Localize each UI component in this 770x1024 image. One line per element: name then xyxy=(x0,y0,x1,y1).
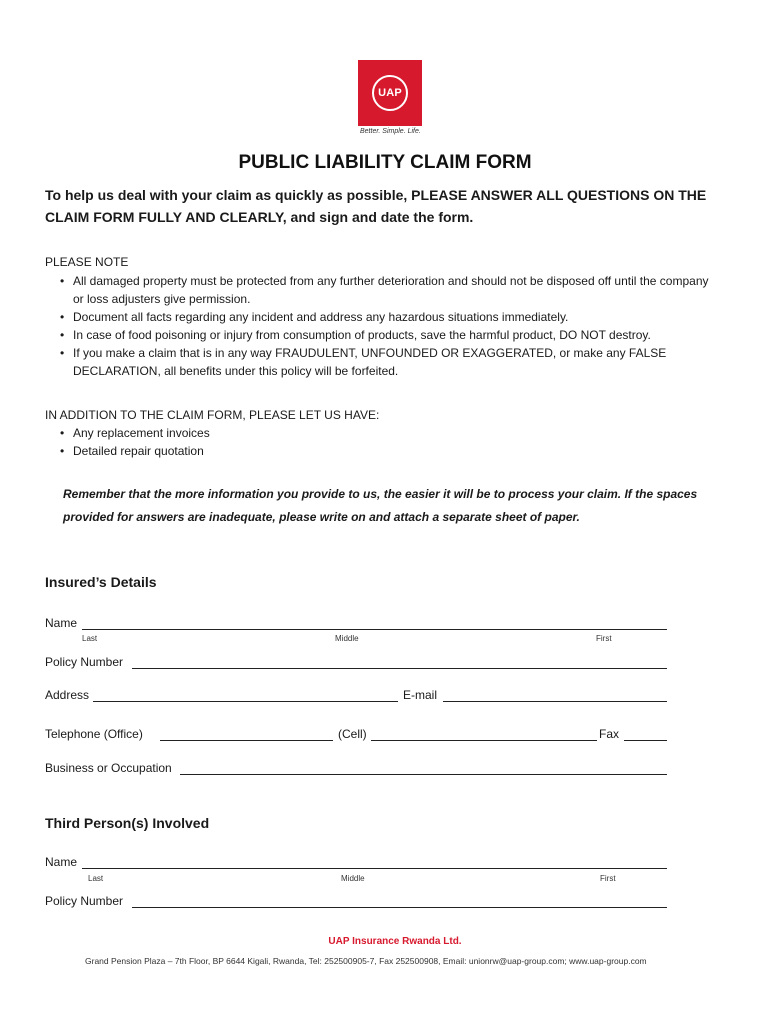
addition-heading: IN ADDITION TO THE CLAIM FORM, PLEASE LET US HAVE: xyxy=(45,408,380,422)
intro-text: To help us deal with your claim as quickly as possible, PLEASE ANSWER ALL QUESTIONS ON THE CLAIM FORM FULLY AND CLEARLY, and sign and date the form. xyxy=(45,187,707,225)
insured-address-label: Address xyxy=(45,688,90,702)
insured-first-label: First xyxy=(596,634,612,643)
insured-fax-label: Fax xyxy=(599,727,620,741)
insured-heading: Insured’s Details xyxy=(45,574,157,590)
third-middle-label: Middle xyxy=(341,874,365,883)
logo-text: UAP xyxy=(372,75,408,111)
logo-tagline: Better. Simple. Life. xyxy=(360,128,421,135)
third-person-heading: Third Person(s) Involved xyxy=(45,815,210,831)
form-title: PUBLIC LIABILITY CLAIM FORM xyxy=(238,152,532,173)
addition-list xyxy=(60,424,720,460)
insured-address-field[interactable] xyxy=(93,701,398,702)
remember-note: Remember that the more information you provide to us, the easier it will be to process your claim. If the spaces provided for answers are inadequate, please write on and attach a separate sheet of paper. xyxy=(63,487,698,524)
list-item: • All damaged property must be protected from any further deterioration and should not be disposed off until the company or loss adjusters give permission. xyxy=(60,272,720,308)
insured-tel-label: Telephone (Office) xyxy=(45,727,143,741)
third-policy-label: Policy Number xyxy=(45,894,124,908)
third-name-field[interactable] xyxy=(82,868,667,869)
insured-last-label: Last xyxy=(82,634,98,643)
list-item: • If you make a claim that is in any way FRAUDULENT, UNFOUNDED OR EXAGGERATED, or make any FALSE DECLARATION, all benefits under this policy will be forfeited. xyxy=(60,344,720,380)
list-item: • Detailed repair quotation xyxy=(60,442,720,460)
please-note-heading: PLEASE NOTE xyxy=(45,255,129,269)
list-item: • In case of food poisoning or injury from consumption of products, save the harmful product, DO NOT destroy. xyxy=(60,326,720,344)
insured-policy-label: Policy Number xyxy=(45,655,124,669)
insured-tel-field[interactable] xyxy=(160,740,333,741)
uap-logo xyxy=(358,60,422,135)
insured-cell-field[interactable] xyxy=(371,740,597,741)
third-name-label: Name xyxy=(45,855,78,869)
insured-middle-label: Middle xyxy=(335,634,359,643)
footer-address: Grand Pension Plaza – 7th Floor, BP 6644 Kigali, Rwanda, Tel: 252500905-7, Fax 252500908, Email: unionrw@uap-group.com; www.uap-group.com xyxy=(85,956,647,966)
third-last-label: Last xyxy=(88,874,104,883)
insured-business-label: Business or Occupation xyxy=(45,761,172,775)
logo-box xyxy=(358,60,422,126)
third-policy-field[interactable] xyxy=(132,907,667,908)
insured-name-label: Name xyxy=(45,616,78,630)
please-note-list xyxy=(60,272,720,380)
insured-email-field[interactable] xyxy=(443,701,667,702)
footer-company: UAP Insurance Rwanda Ltd. xyxy=(328,936,462,947)
insured-policy-field[interactable] xyxy=(132,668,667,669)
insured-email-label: E-mail xyxy=(403,688,438,702)
list-item: • Any replacement invoices xyxy=(60,424,720,442)
list-item: • Document all facts regarding any incident and address any hazardous situations immediately. xyxy=(60,308,720,326)
third-first-label: First xyxy=(600,874,616,883)
insured-fax-field[interactable] xyxy=(624,740,667,741)
insured-business-field[interactable] xyxy=(180,774,667,775)
insured-name-field[interactable] xyxy=(82,629,667,630)
insured-cell-label: (Cell) xyxy=(338,727,367,741)
